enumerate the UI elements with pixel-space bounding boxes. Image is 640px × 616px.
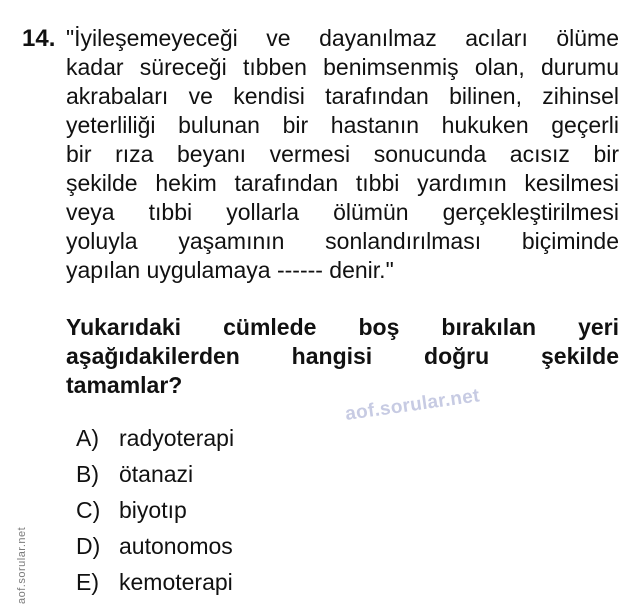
option-text: autonomos <box>119 532 233 559</box>
stem-line: yapılan uygulamaya ------ denir." <box>66 257 394 283</box>
stem-line: akrabaları ve kendisi tarafından bilinen, zihinsel <box>66 83 619 109</box>
option-b[interactable] <box>76 456 234 492</box>
option-e[interactable] <box>76 564 234 600</box>
prompt-line: Yukarıdaki cümlede boş bırakılan yeri <box>66 314 619 340</box>
side-watermark: aof.sorular.net <box>16 526 28 604</box>
option-a[interactable] <box>76 420 234 456</box>
option-d[interactable] <box>76 528 234 564</box>
option-letter: C) <box>76 496 101 523</box>
option-letter: E) <box>76 568 99 595</box>
prompt-line: aşağıdakilerden hangisi doğru şekilde <box>66 343 619 369</box>
option-c[interactable] <box>76 492 234 528</box>
answer-options <box>76 420 234 600</box>
stem-line: şekilde hekim tarafından tıbbi yardımın kesilmesi <box>66 170 619 196</box>
question-prompt <box>66 313 619 400</box>
prompt-line: tamamlar? <box>66 372 183 398</box>
option-letter: D) <box>76 532 101 559</box>
stem-line: kadar süreceği tıbben benimsenmiş olan, durumu <box>66 54 619 80</box>
option-letter: B) <box>76 460 99 487</box>
stem-line: yoluyla yaşamının sonlandırılması biçiminde <box>66 228 619 254</box>
stem-line: veya tıbbi yollarla ölümün gerçekleştirilmesi <box>66 199 619 225</box>
stem-line: "İyileşemeyeceği ve dayanılmaz acıları ölüme <box>66 25 619 51</box>
option-text: radyoterapi <box>119 424 235 451</box>
stem-line: bir rıza beyanı vermesi sonucunda acısız bir <box>66 141 619 167</box>
option-text: ötanazi <box>119 460 194 487</box>
stem-line: yeterliliği bulunan bir hastanın hukuken geçerli <box>66 112 619 138</box>
option-text: biyotıp <box>119 496 187 523</box>
watermark: aof.sorular.net <box>343 385 481 426</box>
option-letter: A) <box>76 424 99 451</box>
question-number: 14. <box>22 25 56 52</box>
question-stem <box>66 24 619 285</box>
option-text: kemoterapi <box>119 568 233 595</box>
